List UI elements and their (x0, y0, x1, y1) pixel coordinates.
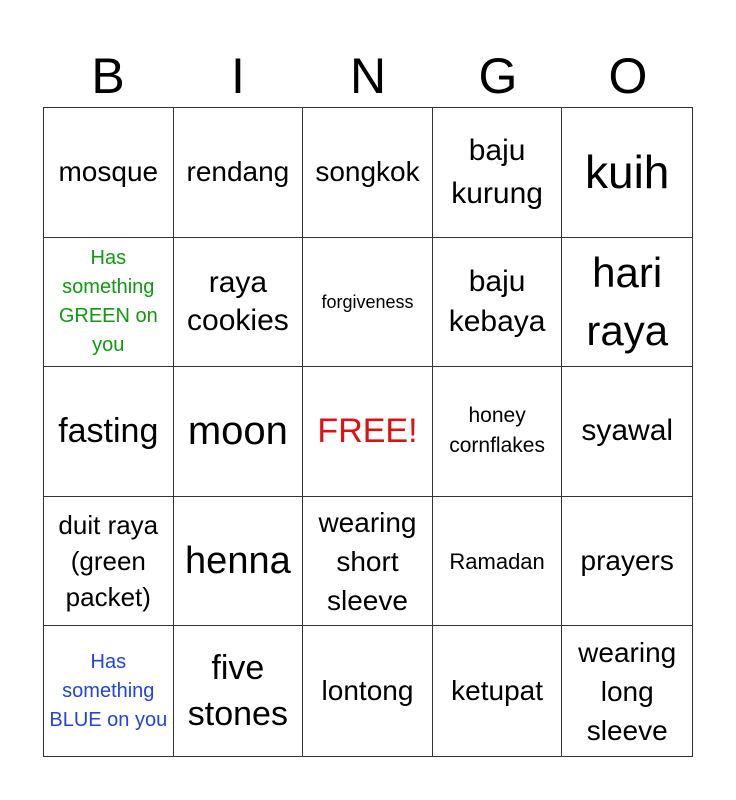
bingo-cell[interactable] (433, 108, 563, 238)
cell-label: duit raya (green packet) (58, 510, 159, 613)
bingo-cell[interactable] (562, 626, 692, 756)
bingo-cell[interactable] (562, 108, 692, 238)
cell-label: hari raya (586, 248, 669, 354)
bingo-cell[interactable] (562, 238, 692, 368)
cell-label: prayers (580, 545, 674, 577)
cell-label: syawal (581, 414, 674, 448)
bingo-cell[interactable] (174, 367, 304, 497)
bingo-cell[interactable] (303, 497, 433, 627)
header-letter-b: B (91, 48, 125, 104)
bingo-board (43, 107, 693, 757)
bingo-cell[interactable] (44, 497, 174, 627)
bingo-header (43, 44, 693, 108)
bingo-cell[interactable] (433, 238, 563, 368)
cell-label: Has something BLUE on you (49, 650, 168, 731)
cell-label: lontong (321, 675, 414, 707)
bingo-free-space[interactable] (303, 367, 433, 497)
cell-label: forgiveness (321, 291, 414, 312)
bingo-cell[interactable] (44, 367, 174, 497)
header-letter-g: G (478, 48, 518, 104)
cell-label: five stones (187, 649, 288, 734)
header-letter-i: I (231, 48, 245, 104)
header-letter-o: O (608, 48, 648, 104)
bingo-cell[interactable] (44, 238, 174, 368)
cell-label: moon (187, 409, 288, 454)
bingo-cell[interactable] (44, 626, 174, 756)
cell-label: henna (185, 540, 291, 583)
cell-label: ketupat (451, 675, 544, 707)
cell-label: fasting (58, 412, 159, 451)
cell-label: rendang (186, 156, 290, 188)
header-letter-n: N (349, 48, 387, 104)
cell-label: Has something GREEN on you (58, 246, 158, 356)
cell-label: wearing long sleeve (578, 636, 677, 746)
cell-label: raya cookies (187, 265, 289, 337)
bingo-cell[interactable] (174, 626, 304, 756)
cell-label: songkok (315, 156, 420, 188)
bingo-cell[interactable] (303, 108, 433, 238)
bingo-cell[interactable] (303, 238, 433, 368)
bingo-cell[interactable] (303, 626, 433, 756)
cell-label: wearing short sleeve (318, 506, 417, 616)
bingo-cell[interactable] (562, 367, 692, 497)
cell-label: kuih (585, 146, 670, 199)
cell-label: baju kebaya (448, 264, 546, 338)
bingo-cell[interactable] (433, 497, 563, 627)
free-space-label: FREE! (317, 412, 418, 451)
bingo-cell[interactable] (433, 626, 563, 756)
cell-label: baju kurung (451, 134, 543, 211)
bingo-cell[interactable] (174, 238, 304, 368)
cell-label: Ramadan (449, 548, 545, 574)
cell-label: honey cornflakes (449, 404, 545, 458)
bingo-cell[interactable] (174, 108, 304, 238)
bingo-cell[interactable] (562, 497, 692, 627)
bingo-cell[interactable] (44, 108, 174, 238)
bingo-cell[interactable] (433, 367, 563, 497)
bingo-cell[interactable] (174, 497, 304, 627)
cell-label: mosque (58, 156, 159, 188)
